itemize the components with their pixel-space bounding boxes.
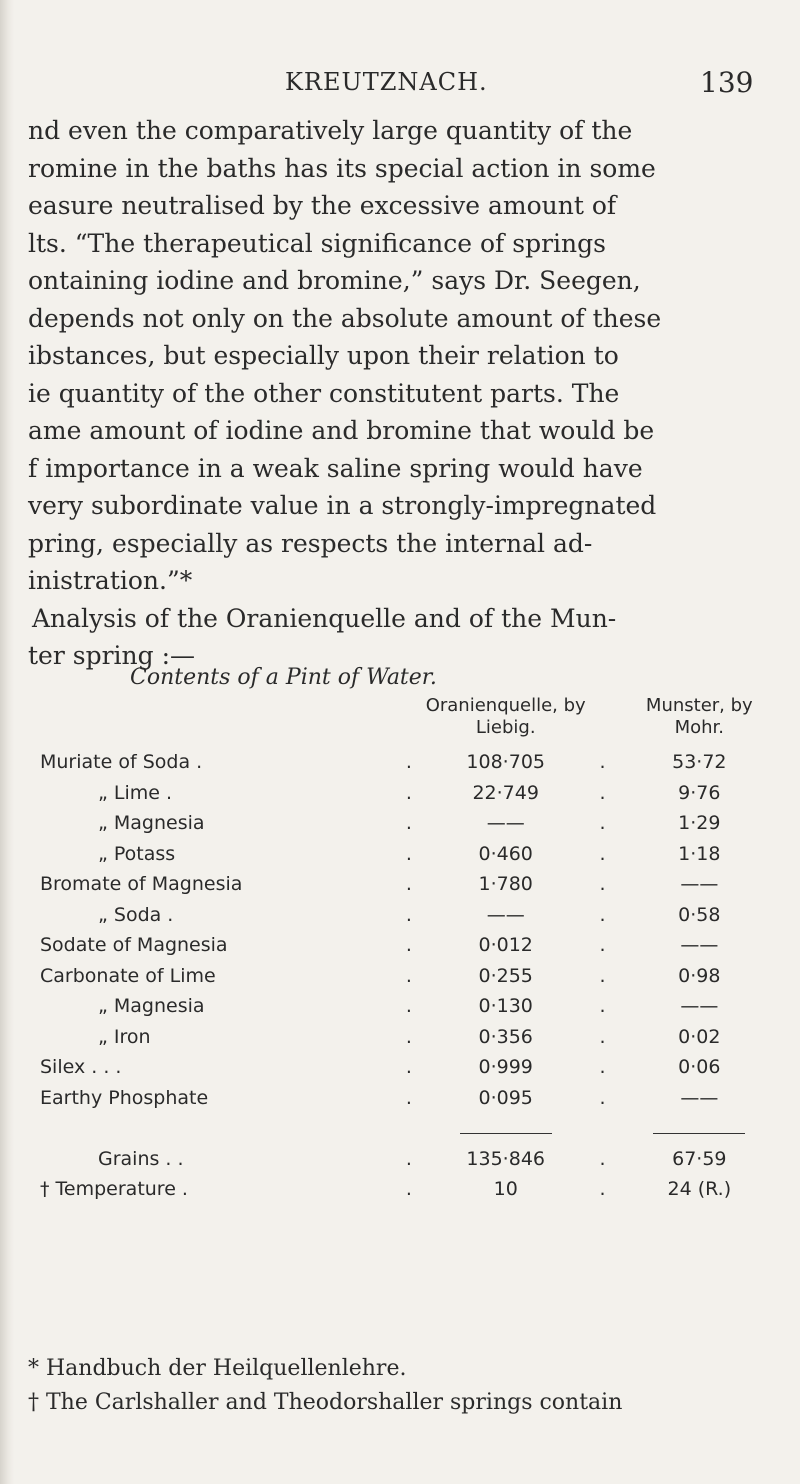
- row-label: Bromate of Magnesia: [40, 873, 243, 896]
- footnote: † The Carlshaller and Theodorshaller springs contain: [28, 1390, 623, 1415]
- value-munster: ——: [680, 1086, 719, 1109]
- row-label: Muriate of Soda .: [40, 751, 203, 774]
- table-row: [40, 1022, 780, 1053]
- table-header-row: [40, 695, 780, 747]
- value-oranienquelle: ——: [486, 903, 525, 926]
- leader-dot: .: [599, 873, 606, 896]
- leader-dot: .: [599, 1147, 606, 1170]
- footnote: * Handbuch der Heilquellenlehre.: [28, 1356, 407, 1381]
- leader-dot: .: [405, 812, 412, 835]
- table-row: [40, 961, 780, 992]
- value-oranienquelle: 0·130: [478, 995, 533, 1018]
- text-line: pring, especially as respects the internal ad-: [28, 528, 593, 558]
- leader-dot: .: [599, 1025, 606, 1048]
- row-label: „ Lime .: [98, 781, 173, 804]
- table-row: [40, 869, 780, 900]
- table-row: [40, 900, 780, 931]
- leader-dot: .: [599, 842, 606, 865]
- leader-dot: .: [405, 751, 412, 774]
- table-row: [40, 808, 780, 839]
- sum-rule-row: [40, 1113, 780, 1144]
- value-oranienquelle: 0·012: [478, 934, 533, 957]
- row-label: † Temperature .: [40, 1178, 188, 1201]
- row-label: „ Potass: [98, 842, 176, 865]
- value-munster: 9·76: [678, 781, 721, 804]
- value-munster: 1·18: [678, 842, 721, 865]
- text-line: f importance in a weak saline spring would have: [28, 453, 643, 483]
- text-line: depends not only on the absolute amount of these: [28, 303, 662, 333]
- table-row: [40, 747, 780, 778]
- value-munster: 24 (R.): [667, 1178, 732, 1201]
- row-label: „ Iron: [98, 1025, 151, 1048]
- value-munster: ——: [680, 873, 719, 896]
- value-oranienquelle: 0·356: [478, 1025, 533, 1048]
- leader-dot: .: [599, 1178, 606, 1201]
- leader-dot: .: [405, 873, 412, 896]
- page-binding-edge: [0, 0, 14, 1484]
- value-oranienquelle: 1·780: [478, 873, 533, 896]
- column-header-oranienquelle: Oranienquelle, by Liebig.: [425, 695, 586, 738]
- text-line: ontaining iodine and bromine,” says Dr. Seegen,: [28, 266, 641, 295]
- row-label: Carbonate of Lime: [40, 964, 216, 987]
- total-row: [40, 1174, 780, 1205]
- value-munster: 67·59: [672, 1147, 727, 1170]
- row-label: Grains . .: [98, 1147, 184, 1170]
- leader-dot: .: [599, 812, 606, 835]
- row-label: „ Soda .: [98, 903, 174, 926]
- value-oranienquelle: 0·095: [478, 1086, 533, 1109]
- leader-dot: .: [599, 781, 606, 804]
- leader-dot: .: [599, 995, 606, 1018]
- row-label: Silex . . .: [40, 1056, 122, 1079]
- row-label: Earthy Phosphate: [40, 1086, 209, 1109]
- leader-dot: .: [405, 1086, 412, 1109]
- analysis-table: [40, 695, 780, 1205]
- leader-dot: .: [405, 995, 412, 1018]
- leader-dot: .: [405, 1025, 412, 1048]
- text-line: ter spring :—: [28, 641, 195, 670]
- text-line: easure neutralised by the excessive amount of: [28, 191, 617, 220]
- leader-dot: .: [599, 1086, 606, 1109]
- text-line: Analysis of the Oranienquelle and of the Mun-: [32, 603, 617, 633]
- value-oranienquelle: 22·749: [472, 781, 539, 804]
- value-oranienquelle: 0·255: [478, 964, 533, 987]
- value-oranienquelle: 0·460: [478, 842, 533, 865]
- text-line: ibstances, but especially upon their relation to: [28, 341, 619, 370]
- column-header-munster: Munster, by Mohr.: [645, 695, 753, 738]
- body-paragraph: [28, 112, 768, 675]
- row-label: Sodate of Magnesia: [40, 934, 228, 957]
- text-line: ie quantity of the other constitutent parts. The: [28, 378, 620, 408]
- leader-dot: .: [405, 1056, 412, 1079]
- text-line: romine in the baths has its special action in some: [28, 153, 656, 183]
- leader-dot: .: [405, 903, 412, 926]
- sum-rule: [653, 1133, 745, 1134]
- leader-dot: .: [405, 934, 412, 957]
- value-oranienquelle: ——: [486, 812, 525, 835]
- footnotes: [28, 1352, 788, 1420]
- row-label: „ Magnesia: [98, 995, 205, 1018]
- page-header: [0, 66, 800, 106]
- table-row: [40, 991, 780, 1022]
- text-line: ame amount of iodine and bromine that would be: [28, 416, 655, 445]
- table-row: [40, 778, 780, 809]
- total-row: [40, 1144, 780, 1175]
- leader-dot: .: [599, 964, 606, 987]
- value-munster: 53·72: [672, 751, 727, 774]
- table-row: [40, 930, 780, 961]
- value-munster: 0·06: [678, 1056, 721, 1079]
- row-label: „ Magnesia: [98, 812, 205, 835]
- table-row: [40, 839, 780, 870]
- text-line: inistration.”*: [28, 566, 193, 595]
- leader-dot: .: [405, 842, 412, 865]
- value-oranienquelle: 0·999: [478, 1056, 533, 1079]
- text-line: nd even the comparatively large quantity of the: [28, 116, 633, 145]
- value-munster: ——: [680, 934, 719, 957]
- leader-dot: .: [405, 1147, 412, 1170]
- running-head: KREUTZNACH.: [285, 68, 488, 96]
- table-row: [40, 1083, 780, 1114]
- value-munster: 0·58: [678, 903, 721, 926]
- leader-dot: .: [599, 903, 606, 926]
- leader-dot: .: [405, 964, 412, 987]
- text-line: very subordinate value in a strongly-impregnated: [28, 491, 657, 520]
- value-munster: 0·02: [678, 1025, 721, 1048]
- table-row: [40, 1052, 780, 1083]
- value-munster: 1·29: [678, 812, 721, 835]
- leader-dot: .: [599, 751, 606, 774]
- page-number: 139: [700, 66, 754, 99]
- value-oranienquelle: 108·705: [466, 751, 545, 774]
- value-oranienquelle: 135·846: [466, 1147, 545, 1170]
- leader-dot: .: [599, 934, 606, 957]
- sum-rule: [460, 1133, 552, 1134]
- value-oranienquelle: 10: [493, 1178, 518, 1201]
- value-munster: 0·98: [678, 964, 721, 987]
- table-caption: Contents of a Pint of Water.: [130, 665, 437, 690]
- leader-dot: .: [405, 781, 412, 804]
- text-line: lts. “The therapeutical significance of springs: [28, 228, 606, 258]
- leader-dot: .: [405, 1178, 412, 1201]
- leader-dot: .: [599, 1056, 606, 1079]
- value-munster: ——: [680, 995, 719, 1018]
